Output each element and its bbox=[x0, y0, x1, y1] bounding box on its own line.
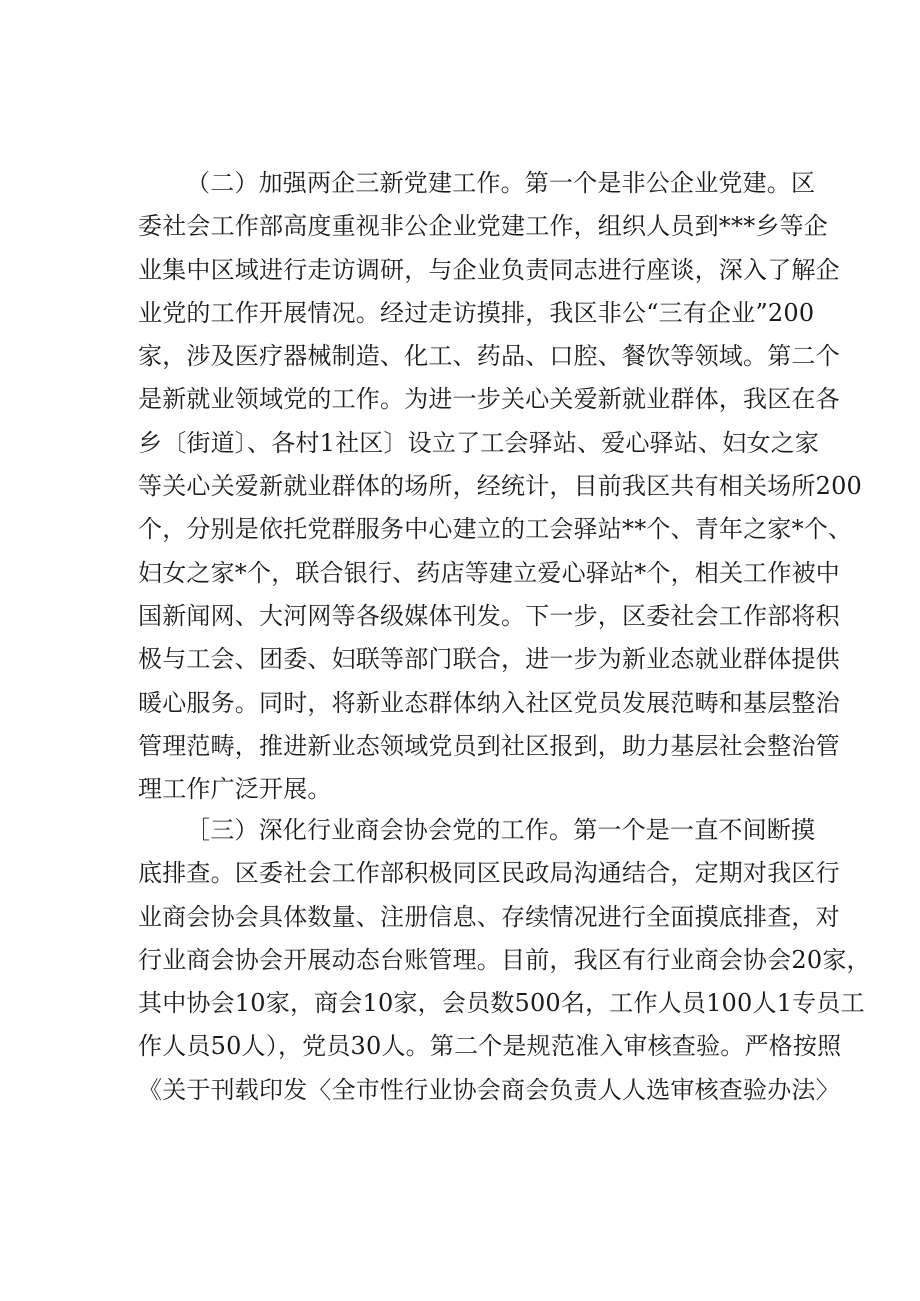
text-line: 是新就业领域党的工作。为进一步关心关爱新就业群体，我区在各 bbox=[138, 385, 840, 414]
text-line: ［三）深化行业商会协会党的工作。第一个是一直不间断摸 bbox=[186, 816, 816, 844]
text-line: 行业商会协会开展动态台账管理。目前，我区有行业商会协会20家， bbox=[138, 945, 871, 974]
text-line: 暖心服务。同时，将新业态群体纳入社区党员发展范畴和基层整治 bbox=[138, 688, 840, 717]
text-line: 委社会工作部高度重视非公企业党建工作，组织人员到***乡等企 bbox=[138, 212, 828, 241]
text-line: 极与工会、团委、妇联等部门联合，进一步为新业态就业群体提供 bbox=[138, 645, 840, 674]
text-line: （二）加强两企三新党建工作。第一个是非公企业党建。区 bbox=[186, 169, 816, 197]
text-line: 底排查。区委社会工作部积极同区民政局沟通结合，定期对我区行 bbox=[138, 859, 840, 888]
text-line: 业商会协会具体数量、注册信息、存续情况进行全面摸底排查，对 bbox=[138, 902, 840, 931]
paragraph-section-2 bbox=[138, 162, 863, 811]
text-line: 家，涉及医疗器械制造、化工、药品、口腔、餐饮等领域。第二个 bbox=[138, 342, 840, 371]
paragraph-section-3 bbox=[138, 809, 871, 1112]
text-line: 妇女之家*个，联合银行、药店等建立爱心驿站*个，相关工作被中 bbox=[138, 558, 840, 587]
text-line: 业集中区域进行走访调研，与企业负责同志进行座谈，深入了解企 bbox=[138, 255, 840, 284]
text-line: 《关于刊载印发〈全市性行业协会商会负责人人选审核查验办法〉 bbox=[138, 1075, 840, 1104]
text-line: 国新闻网、大河网等各级媒体刊发。下一步，区委社会工作部将积 bbox=[138, 601, 840, 630]
text-line: 其中协会10家，商会10家，会员数500名，工作人员100人1专员工 bbox=[138, 989, 865, 1018]
text-line: 乡〔街道〕、各村1社区〕设立了工会驿站、爱心驿站、妇女之家 bbox=[138, 428, 820, 457]
text-line: 作人员50人），党员30人。第二个是规范准入审核查验。严格按照 bbox=[138, 1032, 842, 1061]
text-line: 管理范畴，推进新业态领域党员到社区报到，助力基层社会整治管 bbox=[138, 731, 840, 760]
text-line: 个，分别是依托党群服务中心建立的工会驿站**个、青年之家*个、 bbox=[138, 515, 853, 544]
text-line: 业党的工作开展情况。经过走访摸排，我区非公“三有企业”200 bbox=[138, 298, 815, 327]
text-line: 等关心关爱新就业群体的场所，经统计，目前我区共有相关场所200 bbox=[138, 472, 863, 501]
text-line: 理工作广泛开展。 bbox=[138, 775, 332, 804]
